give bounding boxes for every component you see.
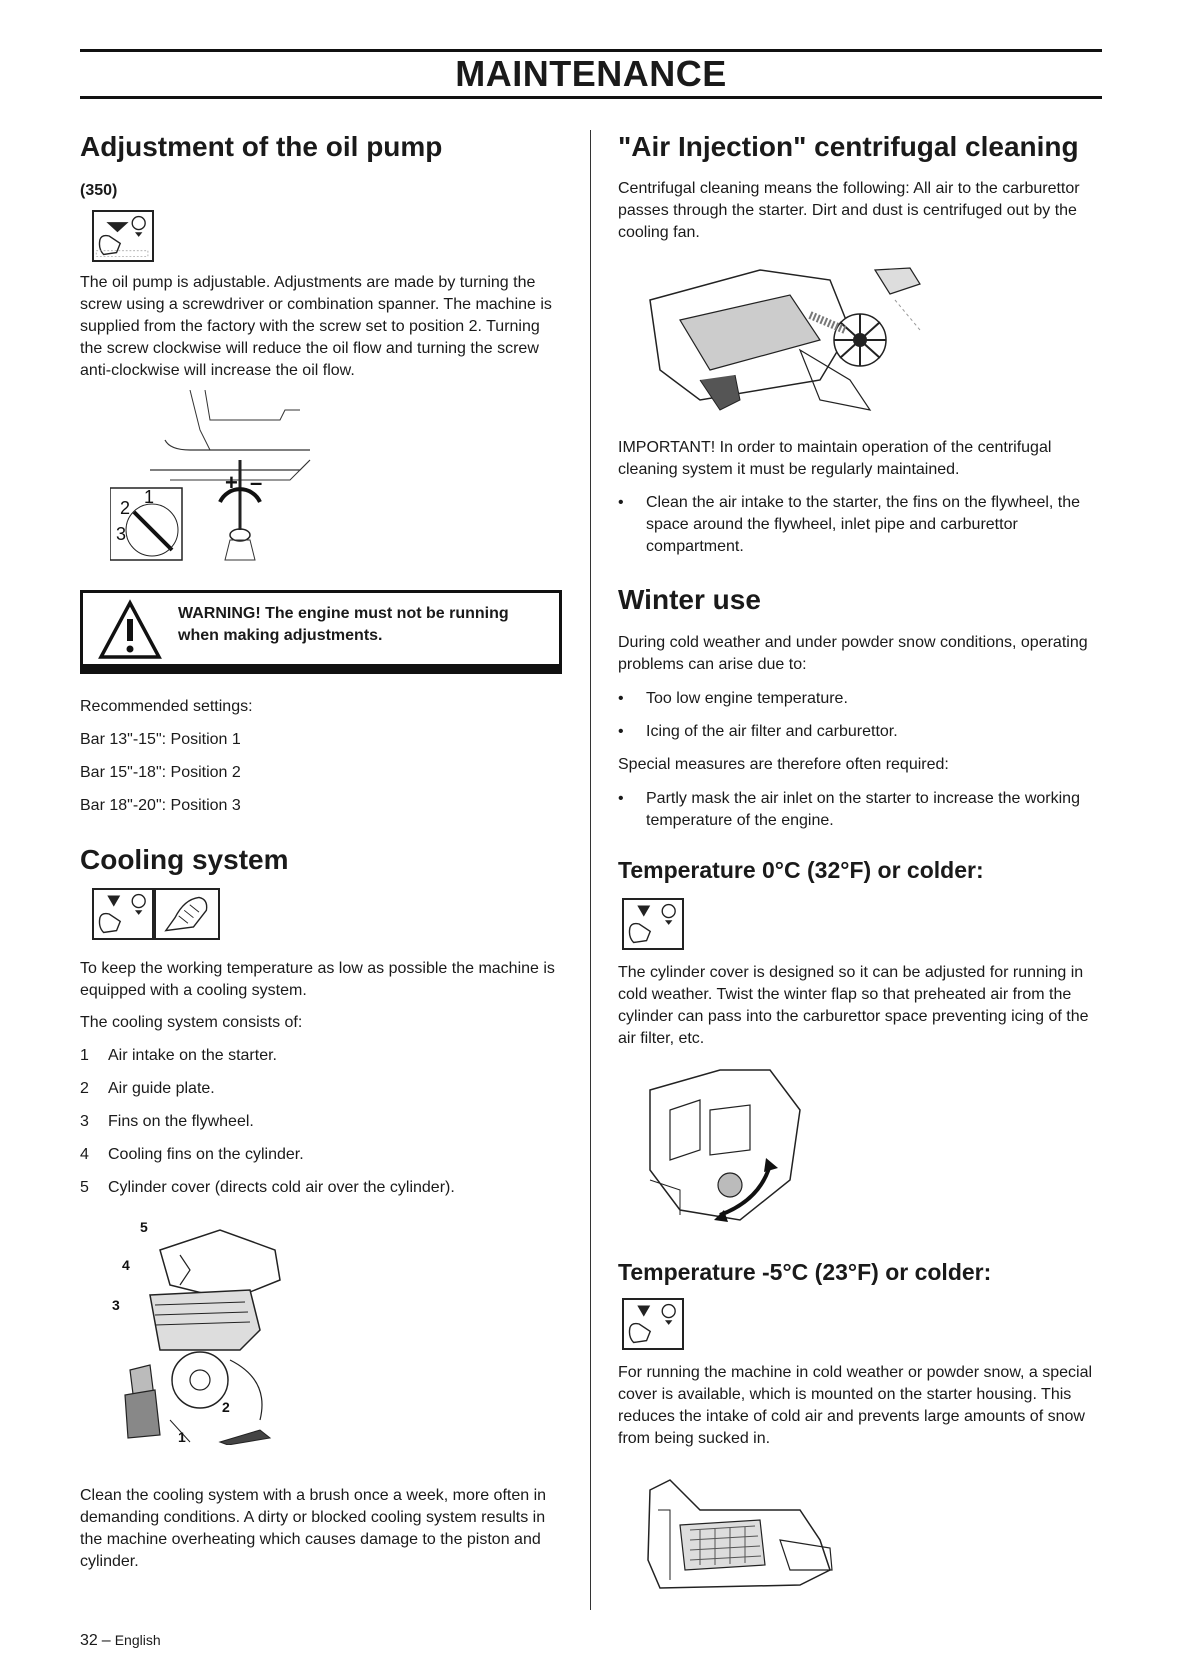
bullet-dot: • xyxy=(618,790,624,807)
list-item xyxy=(80,1177,562,1199)
cooling-clean-text: Clean the cooling system with a brush once a week, more often in demanding conditions. A dirty or blocked cooling system results in the machine overheating which causes damage to the piston and cylinder. xyxy=(80,1487,547,1570)
temp-5-body: For running the machine in cold weather or powder snow, a special cover is available, which is mounted on the starter housing. This reduces the intake of cold air and prevents large amounts of snow from being sucked in. xyxy=(618,1364,1093,1447)
list-item xyxy=(80,1144,562,1166)
winter-flap-illustration xyxy=(640,1050,815,1225)
list-item-number: 1 xyxy=(80,1047,89,1064)
cooling-intro: To keep the working temperature as low as possible the machine is equipped with a cooling system. xyxy=(80,960,555,999)
cooling-system-illustration xyxy=(110,1210,290,1445)
temp-5-title: Temperature -5°C (23°F) or colder: xyxy=(618,1259,992,1285)
winter-cover-illustration xyxy=(640,1470,840,1595)
svg-text:5: 5 xyxy=(140,1219,148,1235)
winter-intro: During cold weather and under powder snow conditions, operating problems can arise due to: xyxy=(618,634,1088,673)
header-rule-bottom xyxy=(80,96,1102,99)
page-footer xyxy=(80,1632,161,1650)
svg-text:3: 3 xyxy=(116,524,127,544)
svg-text:+: + xyxy=(225,470,238,495)
oil-pump-title: Adjustment of the oil pump xyxy=(80,131,443,162)
page-number: 32 xyxy=(80,1632,98,1649)
bullet-dot: • xyxy=(618,723,624,740)
list-item-number: 3 xyxy=(80,1113,89,1130)
column-divider xyxy=(590,130,591,1610)
air-injection-intro: Centrifugal cleaning means the following: All air to the carburettor passes through the starter. Dirt and dust is centrifuged out by the cooling fan. xyxy=(618,180,1080,241)
stop-engine-icon xyxy=(92,888,154,940)
air-injection-title: "Air Injection" centrifugal cleaning xyxy=(618,131,1079,162)
list-item-number: 2 xyxy=(80,1080,89,1097)
svg-text:4: 4 xyxy=(122,1257,130,1273)
list-item-text: Air guide plate. xyxy=(108,1080,215,1097)
list-item xyxy=(618,721,1102,743)
list-item xyxy=(80,1111,562,1133)
setting-row: Bar 13"-15": Position 1 xyxy=(80,731,241,748)
setting-row: Bar 18"-20": Position 3 xyxy=(80,797,241,814)
list-item xyxy=(618,688,1102,710)
svg-text:2: 2 xyxy=(120,498,131,518)
svg-text:2: 2 xyxy=(222,1399,230,1415)
list-item-number: 4 xyxy=(80,1146,89,1163)
footer-language: English xyxy=(114,1632,161,1648)
list-item-number: 5 xyxy=(80,1179,89,1196)
air-injection-illustration xyxy=(640,260,940,415)
svg-text:–: – xyxy=(250,470,263,495)
stop-engine-icon xyxy=(92,210,154,262)
list-item-text: Cooling fins on the cylinder. xyxy=(108,1146,304,1163)
model-code: (350) xyxy=(80,182,118,199)
list-item-text: Clean the air intake to the starter, the fins on the flywheel, the space around the flywheel, inlet pipe and carburettor compartment. xyxy=(646,494,1081,555)
list-item xyxy=(80,1078,562,1100)
oil-pump-body: The oil pump is adjustable. Adjustments are made by turning the screw using a screwdriver or combination spanner. The machine is supplied from the factory with the screw set to position 2. Turning the screw clockwise will reduce the oil flow and turning the screw anti-clockwise will increase the oil flow. xyxy=(80,274,552,379)
list-item-text: Partly mask the air inlet on the starter to increase the working temperature of the engine. xyxy=(646,790,1080,829)
list-item-text: Air intake on the starter. xyxy=(108,1047,277,1064)
list-item-text: Icing of the air filter and carburettor. xyxy=(646,723,898,740)
cooling-consists: The cooling system consists of: xyxy=(80,1014,303,1031)
stop-engine-icon xyxy=(622,1298,684,1350)
bullet-dot: • xyxy=(618,494,624,511)
warning-triangle-icon xyxy=(97,599,163,661)
stop-engine-icon xyxy=(622,898,684,950)
warning-box xyxy=(80,590,562,674)
page-title: MAINTENANCE xyxy=(455,53,727,94)
footer-separator: – xyxy=(101,1632,111,1649)
oil-pump-illustration xyxy=(110,390,320,570)
settings-heading: Recommended settings: xyxy=(80,698,253,715)
protective-gloves-icon xyxy=(154,888,220,940)
list-item xyxy=(618,492,1102,558)
temp-0-body: The cylinder cover is designed so it can be adjusted for running in cold weather. Twist the winter flap so that preheated air from the cylinder can pass into the carburettor space preventing icing of the air filter, etc. xyxy=(618,964,1089,1047)
warning-bottom-bar xyxy=(83,664,559,671)
bullet-dot: • xyxy=(618,690,624,707)
temp-0-title: Temperature 0°C (32°F) or colder: xyxy=(618,857,984,883)
list-item-text: Cylinder cover (directs cold air over the cylinder). xyxy=(108,1179,455,1196)
cooling-title: Cooling system xyxy=(80,844,289,875)
svg-text:1: 1 xyxy=(144,487,155,507)
winter-use-title: Winter use xyxy=(618,584,761,615)
list-item-text: Fins on the flywheel. xyxy=(108,1113,254,1130)
setting-row: Bar 15"-18": Position 2 xyxy=(80,764,241,781)
list-item xyxy=(618,788,1102,832)
svg-text:1: 1 xyxy=(178,1429,186,1445)
list-item-text: Too low engine temperature. xyxy=(646,690,848,707)
list-item xyxy=(80,1045,562,1067)
important-note: IMPORTANT! In order to maintain operation of the centrifugal cleaning system it must be regularly maintained. xyxy=(618,439,1052,478)
svg-text:3: 3 xyxy=(112,1297,120,1313)
warning-text: WARNING! The engine must not be running when making adjustments. xyxy=(178,605,509,644)
winter-measures: Special measures are therefore often required: xyxy=(618,756,949,773)
